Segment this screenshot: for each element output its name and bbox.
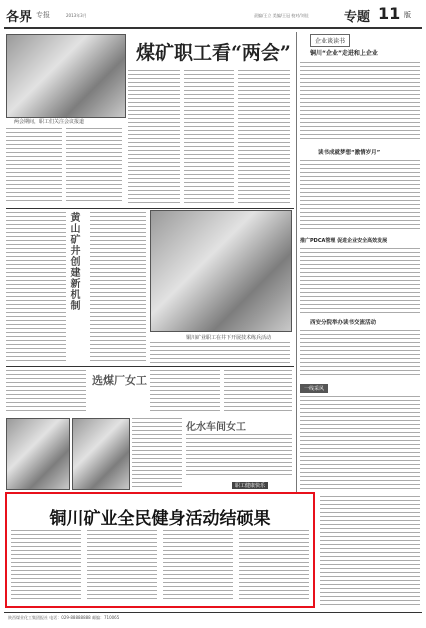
women-title: 选煤厂女工	[92, 374, 147, 387]
side-box-label: 企业谈读书	[310, 34, 350, 47]
main-photo	[6, 34, 126, 118]
highlight-text-col-3	[163, 530, 233, 602]
side-headline: 铜川“企业”走进和上企业	[310, 50, 378, 57]
side-text-6	[320, 496, 420, 608]
mid-text-col-5	[186, 434, 292, 478]
highlight-text-col-1	[11, 530, 81, 602]
main-text-col-2	[184, 70, 234, 205]
main-text-col-1	[128, 70, 180, 205]
side-text-4	[300, 330, 420, 376]
side-text-5	[300, 396, 420, 492]
highlight-text-col-4	[239, 530, 309, 602]
page-number: 11	[378, 4, 401, 23]
page-suffix: 版	[404, 11, 411, 19]
main-photo-caption: 两会期间，职工们关注会议报道	[14, 119, 85, 125]
bottom-photo-1	[6, 418, 70, 490]
highlight-box	[5, 492, 315, 608]
feature-text-col	[6, 212, 66, 362]
highlight-text-col-2	[87, 530, 157, 602]
mid-text-col-4	[132, 418, 182, 488]
feature-rule	[6, 208, 294, 209]
feature-photo-caption: 铜川矿业职工在井下开展技术练兵活动	[186, 335, 272, 341]
main-headline: 煤矿职工看“两会”	[136, 42, 291, 64]
bottom-caption: 职工健康快乐	[232, 482, 268, 489]
feature-vertical-title: 黄山矿井创建新机制	[68, 212, 79, 311]
left-text-col-2	[66, 128, 122, 202]
side-mini-box: 一线采风	[300, 384, 328, 393]
side-text-1	[300, 62, 420, 142]
brand-title: 各界	[6, 10, 33, 25]
left-text-col-1	[6, 128, 62, 202]
mid-rule	[6, 366, 294, 367]
side-column-divider	[296, 32, 297, 492]
feature-text-col-2	[90, 212, 146, 362]
masthead	[4, 4, 422, 26]
bottom-photo-2	[72, 418, 130, 490]
highlight-headline: 铜川矿业全民健身活动结硕果	[49, 509, 271, 529]
side-section-2: 读书成就梦想“激情岁月”	[318, 150, 381, 156]
editor-info: 责编/王立 美编/王冠 校对/刘佳	[254, 13, 309, 18]
mid-text-col-2	[150, 370, 220, 414]
section-label: 专题	[344, 10, 371, 25]
side-section-3: 推广PDCA管理 促进企业安全高效发展	[300, 238, 388, 244]
feature-photo	[150, 210, 292, 332]
brand-suffix: 专报	[36, 11, 50, 19]
chemical-title: 化水车间女工	[186, 422, 246, 433]
side-text-3	[300, 248, 420, 314]
side-section-4: 西安分院举办读书交流活动	[310, 320, 377, 326]
issue-date: 2013年3月	[66, 13, 87, 18]
mid-text-col-1	[6, 370, 86, 414]
header-rule	[4, 27, 422, 29]
feature-text-col-3	[150, 342, 290, 364]
side-text-2	[300, 160, 420, 232]
footer-text: 陕西煤业化工集团报社 电话：029-88888888 邮编：710065	[8, 615, 120, 620]
mid-text-col-3	[224, 370, 292, 414]
footer-rule	[4, 612, 422, 613]
main-text-col-3	[238, 70, 290, 205]
